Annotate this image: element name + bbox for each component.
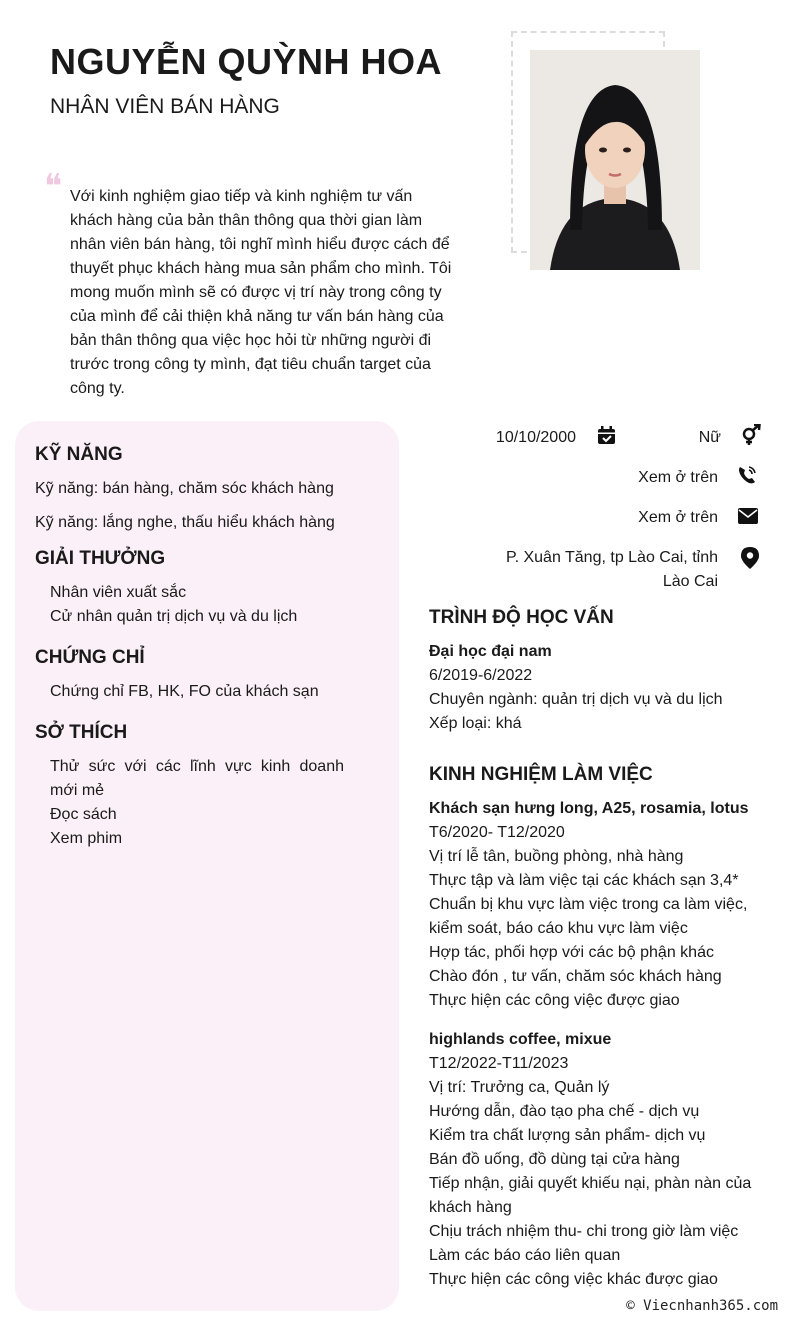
job-duty: Bán đồ uống, đồ dùng tại cửa hàng bbox=[429, 1151, 680, 1168]
job-company: highlands coffee, mixue bbox=[429, 1031, 612, 1048]
candidate-name: NGUYỄN QUỲNH HOA bbox=[50, 41, 443, 82]
education-grade: Xếp loại: khá bbox=[429, 715, 522, 732]
job-duty: Hợp tác, phối hợp với các bộ phận khác bbox=[429, 944, 714, 961]
award-item: Nhân viên xuất sắc bbox=[50, 584, 187, 601]
job-duty: Thực tập và làm việc tại các khách sạn 3,4* bbox=[429, 872, 739, 889]
address-line-2: Lào Cai bbox=[662, 573, 718, 590]
calendar-check-icon bbox=[596, 425, 618, 447]
job-duty: Vị trí: Trưởng ca, Quản lý bbox=[429, 1079, 610, 1096]
job-duty: khách hàng bbox=[429, 1199, 512, 1216]
profile-photo bbox=[530, 50, 700, 270]
school-name: Đại học đại nam bbox=[429, 643, 552, 660]
job-duty: Kiểm tra chất lượng sản phẩm- dịch vụ bbox=[429, 1127, 706, 1144]
hobby-item: Đọc sách bbox=[50, 806, 117, 823]
gender-icon bbox=[740, 424, 762, 446]
watermark: © Viecnhanh365.com bbox=[626, 1298, 778, 1314]
awards-heading: GIẢI THƯỞNG bbox=[35, 548, 166, 569]
job-duty: Chuẩn bị khu vực làm việc trong ca làm việc, bbox=[429, 896, 748, 913]
job-period: T12/2022-T11/2023 bbox=[429, 1055, 569, 1072]
job-duty: Thực hiện các công việc khác được giao bbox=[429, 1271, 718, 1288]
skills-heading: KỸ NĂNG bbox=[35, 444, 123, 465]
certificates-heading: CHỨNG CHỈ bbox=[35, 647, 145, 668]
education-major: Chuyên ngành: quản trị dịch vụ và du lịch bbox=[429, 691, 723, 708]
certificate-item: Chứng chỉ FB, HK, FO của khách sạn bbox=[50, 683, 319, 700]
gender: Nữ bbox=[698, 429, 721, 446]
address-line-1: P. Xuân Tăng, tp Lào Cai, tỉnh bbox=[505, 549, 718, 566]
hobby-item: Thử sức với các lĩnh vực kinh doanh bbox=[50, 758, 344, 775]
education-heading: TRÌNH ĐỘ HỌC VẤN bbox=[429, 607, 614, 628]
job-duty: Chào đón , tư vấn, chăm sóc khách hàng bbox=[429, 968, 722, 985]
map-pin-icon bbox=[739, 546, 761, 570]
job-period: T6/2020- T12/2020 bbox=[429, 824, 565, 841]
education-period: 6/2019-6/2022 bbox=[429, 667, 533, 684]
experience-heading: KINH NGHIỆM LÀM VIỆC bbox=[429, 764, 653, 785]
quote-icon: ❝ bbox=[44, 167, 63, 207]
skill-item: Kỹ năng: lắng nghe, thấu hiểu khách hàng bbox=[35, 514, 335, 531]
job-duty: Vị trí lễ tân, buồng phòng, nhà hàng bbox=[429, 848, 684, 865]
job-duty: Hướng dẫn, đào tạo pha chế - dịch vụ bbox=[429, 1103, 700, 1120]
phone-icon bbox=[736, 464, 758, 486]
phone: Xem ở trên bbox=[638, 469, 718, 486]
hobbies-heading: SỞ THÍCH bbox=[35, 722, 128, 743]
career-summary: Với kinh nghiệm giao tiếp và kinh nghiệm tư vấn khách hàng của bản thân thông qua thời gian làm nhân viên bán hàng, tôi nghĩ mình hiểu được cách để thuyết phục khách hàng mua sản phẩm cho mình. Tôi mong muốn mình sẽ có được vị trí này trong công ty của mình để cải thiện khả năng tư vấn bán hàng của bản thân thông qua việc học hỏi từ những người đi trước trong công ty mình, đạt tiêu chuẩn target của công ty. bbox=[70, 188, 452, 397]
envelope-icon bbox=[737, 505, 759, 527]
job-duty: Thực hiện các công việc được giao bbox=[429, 992, 680, 1009]
email: Xem ở trên bbox=[638, 509, 718, 526]
job-duty: kiểm soát, báo cáo khu vực làm việc bbox=[429, 920, 688, 937]
job-duty: Chịu trách nhiệm thu- chi trong giờ làm việc bbox=[429, 1223, 739, 1240]
award-item: Cử nhân quản trị dịch vụ và du lịch bbox=[50, 608, 298, 625]
job-duty: Tiếp nhận, giải quyết khiếu nại, phàn nàn của bbox=[429, 1175, 752, 1192]
hobby-item-continued: mới mẻ bbox=[50, 782, 105, 799]
skill-item: Kỹ năng: bán hàng, chăm sóc khách hàng bbox=[35, 480, 334, 497]
job-company: Khách sạn hưng long, A25, rosamia, lotus bbox=[429, 800, 749, 817]
job-duty: Làm các báo cáo liên quan bbox=[429, 1247, 621, 1264]
birthday: 10/10/2000 bbox=[495, 429, 576, 446]
hobby-item: Xem phim bbox=[50, 830, 123, 847]
job-title: NHÂN VIÊN BÁN HÀNG bbox=[50, 95, 280, 118]
